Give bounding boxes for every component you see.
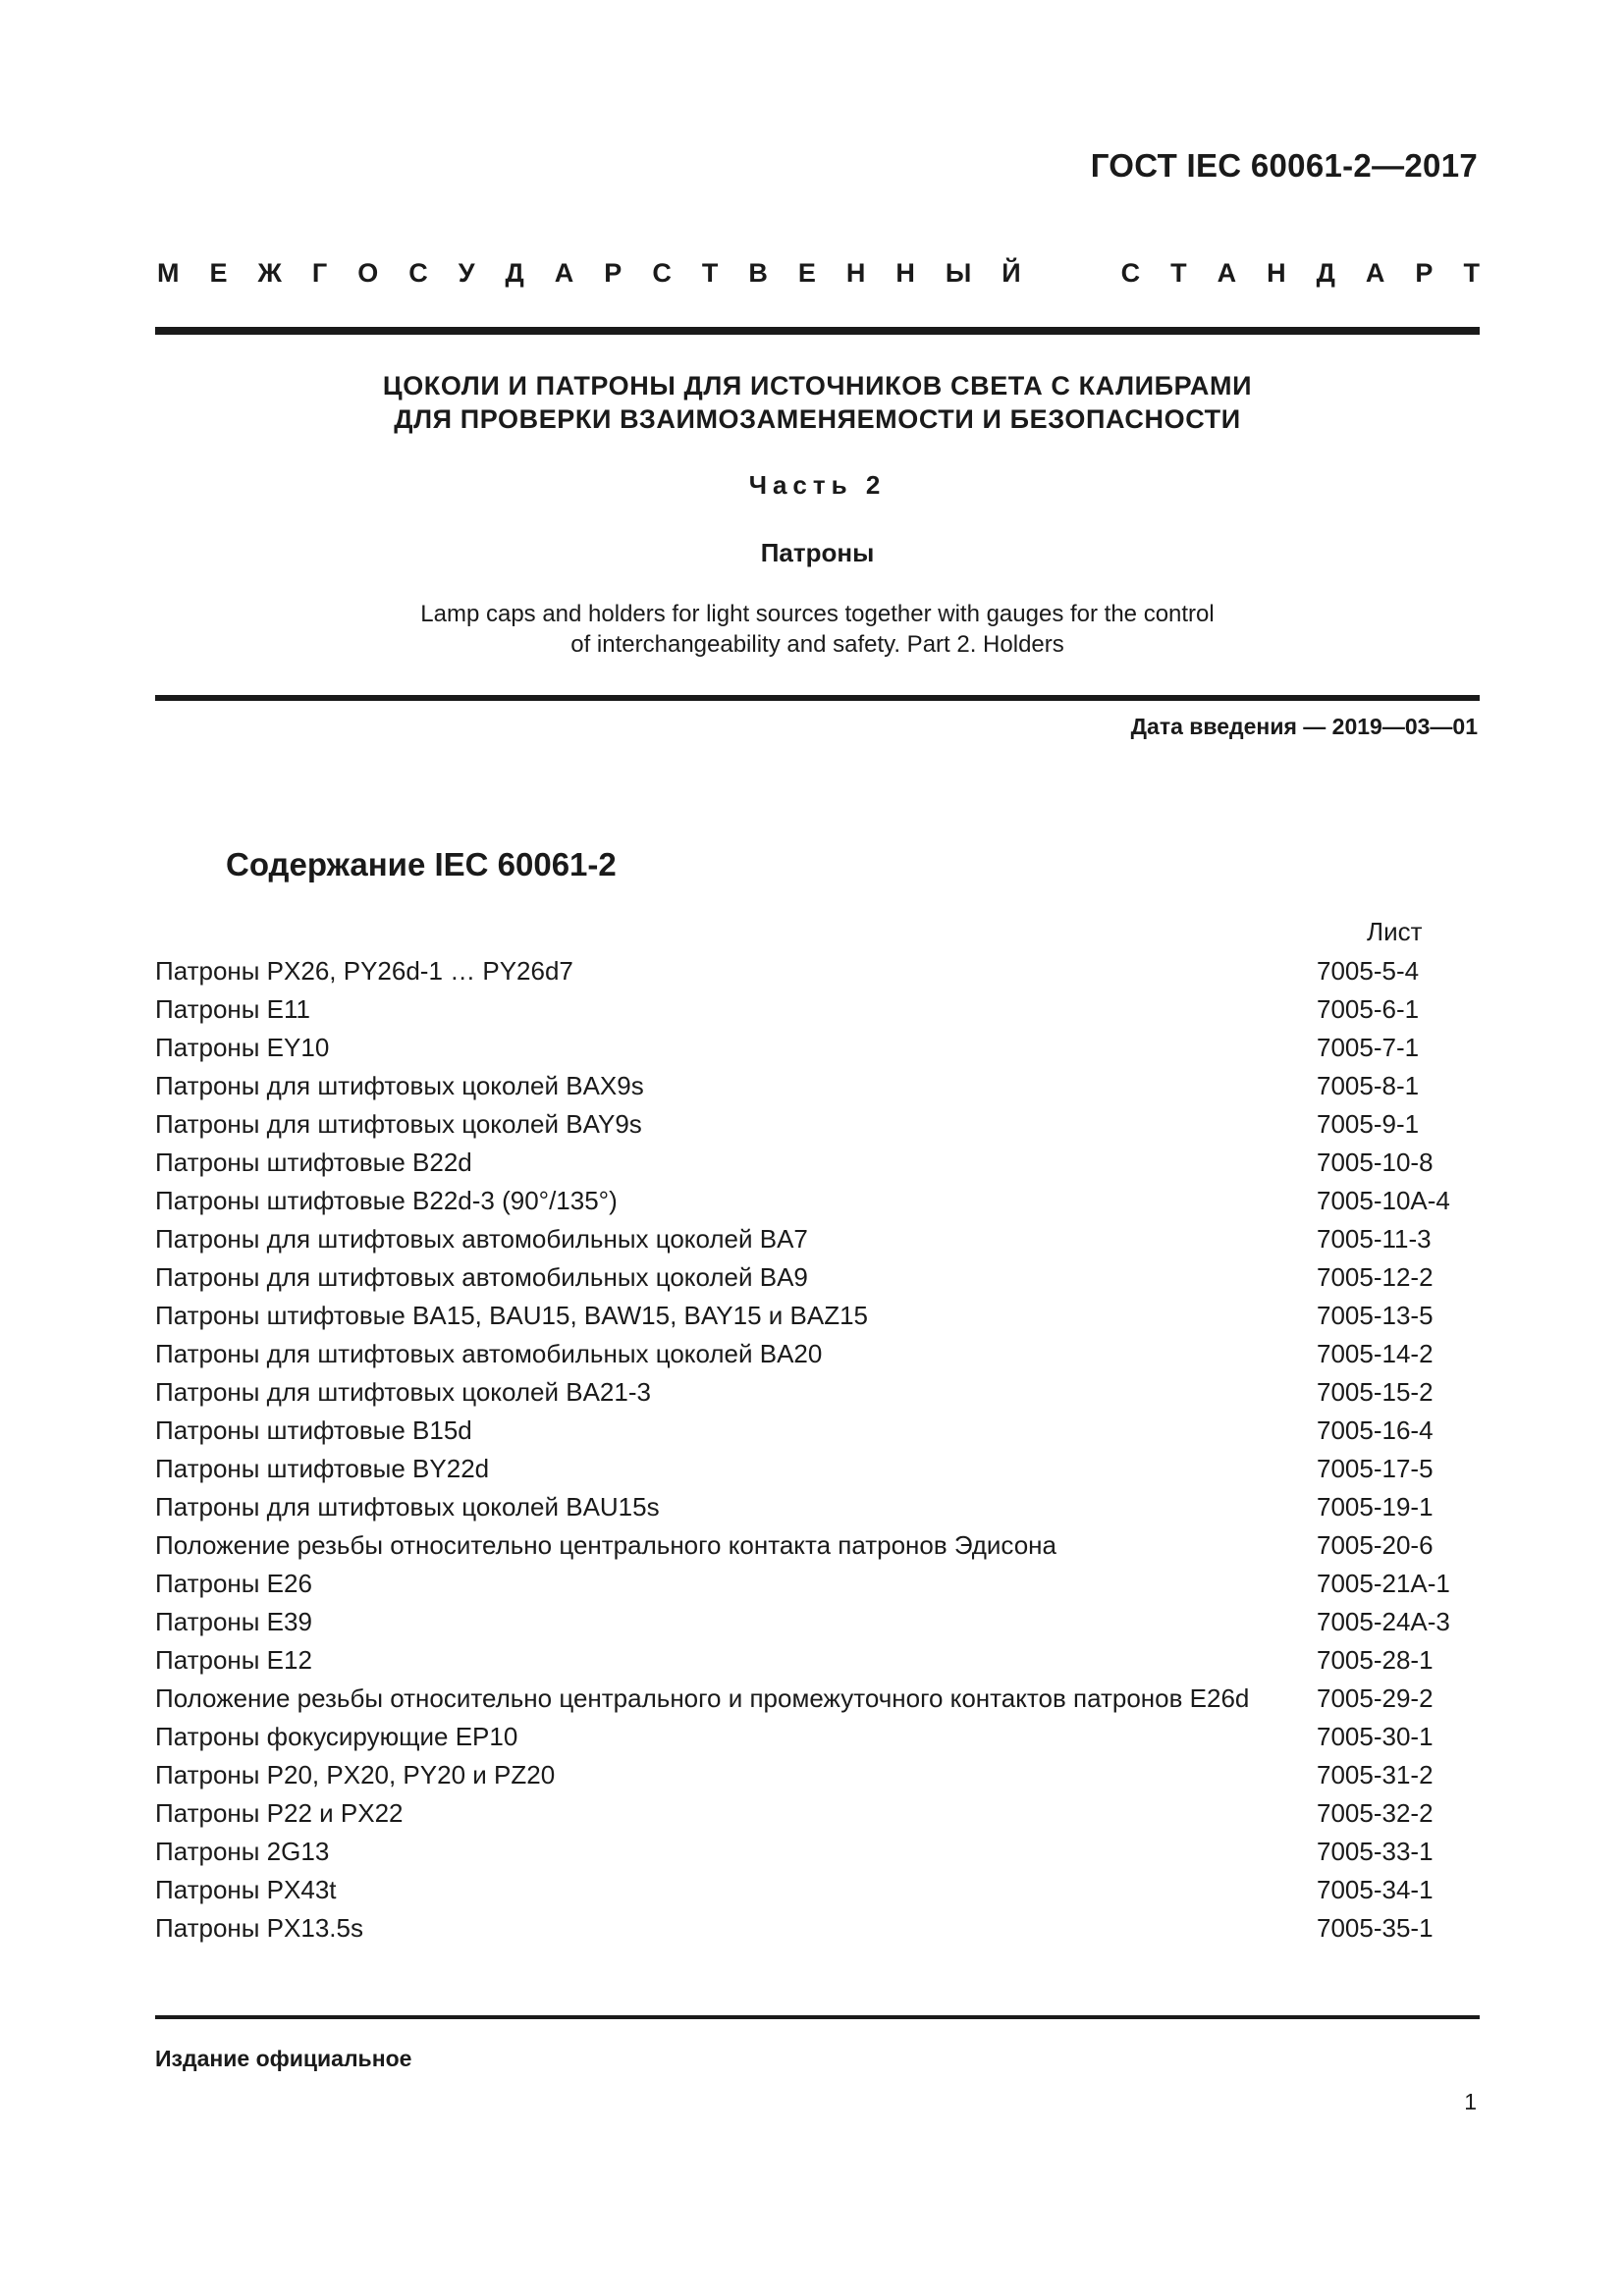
banner-letter: Ы xyxy=(945,258,972,288)
toc-entry xyxy=(155,1909,1490,1948)
toc-entry xyxy=(155,1412,1490,1450)
toc-entry xyxy=(155,1641,1490,1680)
banner-letter: А xyxy=(1217,258,1237,288)
toc-entry-sheet: 7005-30-1 xyxy=(1317,1722,1434,1751)
toc-entry-title: Патроны PX43t xyxy=(155,1875,337,1904)
banner-letter: Г xyxy=(311,258,328,288)
toc-entry xyxy=(155,1373,1490,1412)
toc-entry xyxy=(155,1105,1490,1144)
toc-entry-sheet: 7005-10А-4 xyxy=(1317,1186,1450,1215)
banner-letter: С xyxy=(1120,258,1141,288)
title-ru-line-1: ЦОКОЛИ И ПАТРОНЫ ДЛЯ ИСТОЧНИКОВ СВЕТА С КАЛИБРАМИ xyxy=(382,371,1253,400)
banner-letter: Т xyxy=(1170,258,1187,288)
toc-entry-sheet: 7005-9-1 xyxy=(1317,1109,1420,1139)
banner-letter: Д xyxy=(1316,258,1335,288)
toc-entry-title: Патроны для штифтовых цоколей BAX9s xyxy=(155,1071,644,1100)
table-of-contents xyxy=(155,952,1490,1948)
banner-letter: Ж xyxy=(257,258,282,288)
toc-entry-title: Патроны для штифтовых автомобильных цоколей BA9 xyxy=(155,1262,808,1292)
toc-entry xyxy=(155,1871,1490,1909)
banner-letter: С xyxy=(408,258,428,288)
toc-entry xyxy=(155,1182,1490,1220)
title-en-line-1: Lamp caps and holders for light sources together with gauges for the control xyxy=(420,601,1215,627)
toc-entry-title: Патроны PX13.5s xyxy=(155,1913,363,1943)
toc-entry-title: Патроны EY10 xyxy=(155,1033,330,1062)
toc-entry-sheet: 7005-15-2 xyxy=(1317,1377,1434,1407)
toc-entry-sheet: 7005-5-4 xyxy=(1317,956,1420,986)
toc-entry xyxy=(155,1680,1490,1718)
toc-entry xyxy=(155,1488,1490,1526)
toc-entry-title: Патроны для штифтовых автомобильных цоколей BA7 xyxy=(155,1224,808,1254)
toc-entry xyxy=(155,1526,1490,1565)
toc-entry-title: Патроны E39 xyxy=(155,1607,312,1636)
banner-letter: Н xyxy=(1267,258,1286,288)
toc-entry-sheet: 7005-6-1 xyxy=(1317,994,1420,1024)
toc-entry-title: Патроны P22 и PX22 xyxy=(155,1798,404,1828)
toc-entry-title: Патроны штифтовые BY22d xyxy=(155,1454,490,1483)
toc-entry xyxy=(155,1833,1490,1871)
banner-letter: Р xyxy=(604,258,623,288)
title-divider xyxy=(155,695,1480,701)
toc-entry xyxy=(155,1220,1490,1258)
banner-word-gap xyxy=(1052,258,1091,289)
toc-entry-sheet: 7005-7-1 xyxy=(1317,1033,1420,1062)
toc-entry-sheet: 7005-21А-1 xyxy=(1317,1569,1450,1598)
toc-entry xyxy=(155,1144,1490,1182)
toc-entry xyxy=(155,1297,1490,1335)
banner-letter: С xyxy=(652,258,672,288)
document-number: ГОСТ IEC 60061-2—2017 xyxy=(1090,147,1478,184)
toc-entry xyxy=(155,990,1490,1029)
toc-entry-title: Положение резьбы относительно центрального и промежуточного контактов патронов E26d xyxy=(155,1683,1250,1713)
toc-entry xyxy=(155,952,1490,990)
toc-entry xyxy=(155,1718,1490,1756)
toc-entry-title: Патроны штифтовые BA15, BAU15, BAW15, BAY15 и BAZ15 xyxy=(155,1301,869,1330)
banner-letter: Р xyxy=(1415,258,1434,288)
title-en-line-2: of interchangeability and safety. Part 2. Holders xyxy=(570,631,1064,658)
banner-letter: Т xyxy=(1463,258,1480,288)
toc-entry-title: Патроны для штифтовых цоколей BAY9s xyxy=(155,1109,642,1139)
part-label: Часть 2 xyxy=(748,470,887,500)
toc-entry-sheet: 7005-33-1 xyxy=(1317,1837,1434,1866)
toc-entry-sheet: 7005-34-1 xyxy=(1317,1875,1434,1904)
banner-letter: Е xyxy=(209,258,228,288)
top-divider xyxy=(155,327,1480,335)
banner-letter: Т xyxy=(701,258,719,288)
toc-entry xyxy=(155,1029,1490,1067)
toc-entry-title: Патроны 2G13 xyxy=(155,1837,330,1866)
toc-entry xyxy=(155,1067,1490,1105)
banner-letter: У xyxy=(458,258,475,288)
toc-entry-title: Патроны фокусирующие EP10 xyxy=(155,1722,518,1751)
banner-letter: Й xyxy=(1001,258,1021,288)
toc-entry-sheet: 7005-16-4 xyxy=(1317,1415,1434,1445)
document-title-en xyxy=(155,599,1480,660)
banner-letter: О xyxy=(357,258,379,288)
banner-letter: В xyxy=(748,258,768,288)
banner-letter: А xyxy=(1365,258,1385,288)
toc-sheet-column-header: Лист xyxy=(1367,917,1423,946)
bottom-divider xyxy=(155,2015,1480,2019)
toc-entry-title: Патроны E26 xyxy=(155,1569,312,1598)
toc-heading: Содержание IEC 60061-2 xyxy=(226,846,617,882)
toc-entry-title: Патроны для штифтовых цоколей BA21-3 xyxy=(155,1377,651,1407)
toc-entry-title: Патроны для штифтовых автомобильных цоколей BA20 xyxy=(155,1339,823,1368)
toc-entry-sheet: 7005-35-1 xyxy=(1317,1913,1434,1943)
toc-entry-title: Патроны E12 xyxy=(155,1645,312,1675)
toc-entry-sheet: 7005-24А-3 xyxy=(1317,1607,1450,1636)
toc-entry-title: Патроны для штифтовых цоколей BAU15s xyxy=(155,1492,660,1522)
toc-entry-sheet: 7005-13-5 xyxy=(1317,1301,1434,1330)
banner-letter: Н xyxy=(895,258,915,288)
standard-type-banner xyxy=(157,258,1480,289)
banner-letter: А xyxy=(554,258,574,288)
title-ru-line-2: ДЛЯ ПРОВЕРКИ ВЗАИМОЗАМЕНЯЕМОСТИ И БЕЗОПАСНОСТИ xyxy=(394,404,1241,434)
toc-entry xyxy=(155,1565,1490,1603)
toc-entry-sheet: 7005-28-1 xyxy=(1317,1645,1434,1675)
toc-entry-sheet: 7005-12-2 xyxy=(1317,1262,1434,1292)
banner-letter: М xyxy=(157,258,180,288)
page-number: 1 xyxy=(1464,2089,1477,2114)
toc-entry-sheet: 7005-31-2 xyxy=(1317,1760,1434,1789)
toc-entry-title: Патроны штифтовые B22d-3 (90°/135°) xyxy=(155,1186,618,1215)
toc-entry-sheet: 7005-17-5 xyxy=(1317,1454,1434,1483)
toc-entry xyxy=(155,1603,1490,1641)
toc-entry-title: Патроны E11 xyxy=(155,994,311,1024)
toc-entry xyxy=(155,1794,1490,1833)
banner-letter: Д xyxy=(505,258,524,288)
toc-entry-title: Патроны P20, PX20, PY20 и PZ20 xyxy=(155,1760,556,1789)
banner-letter: Н xyxy=(845,258,866,288)
toc-entry-title: Патроны штифтовые B15d xyxy=(155,1415,472,1445)
toc-entry-sheet: 7005-19-1 xyxy=(1317,1492,1434,1522)
toc-entry-title: Патроны PX26, PY26d-1 … PY26d7 xyxy=(155,956,573,986)
toc-entry-sheet: 7005-29-2 xyxy=(1317,1683,1434,1713)
part-name: Патроны xyxy=(760,538,875,567)
toc-entry xyxy=(155,1450,1490,1488)
toc-entry-sheet: 7005-8-1 xyxy=(1317,1071,1420,1100)
introduction-date: Дата введения — 2019—03—01 xyxy=(1130,714,1478,739)
toc-entry-sheet: 7005-14-2 xyxy=(1317,1339,1434,1368)
toc-entry xyxy=(155,1756,1490,1794)
toc-entry-title: Положение резьбы относительно центрального контакта патронов Эдисона xyxy=(155,1530,1056,1560)
toc-entry-sheet: 7005-10-8 xyxy=(1317,1148,1434,1177)
banner-letter: Е xyxy=(797,258,816,288)
official-edition-note: Издание официальное xyxy=(155,2046,412,2071)
toc-entry-title: Патроны штифтовые B22d xyxy=(155,1148,472,1177)
toc-entry-sheet: 7005-11-3 xyxy=(1317,1224,1432,1254)
toc-entry-sheet: 7005-32-2 xyxy=(1317,1798,1434,1828)
toc-entry xyxy=(155,1258,1490,1297)
toc-entry-sheet: 7005-20-6 xyxy=(1317,1530,1434,1560)
toc-entry xyxy=(155,1335,1490,1373)
document-title-ru xyxy=(155,369,1480,436)
